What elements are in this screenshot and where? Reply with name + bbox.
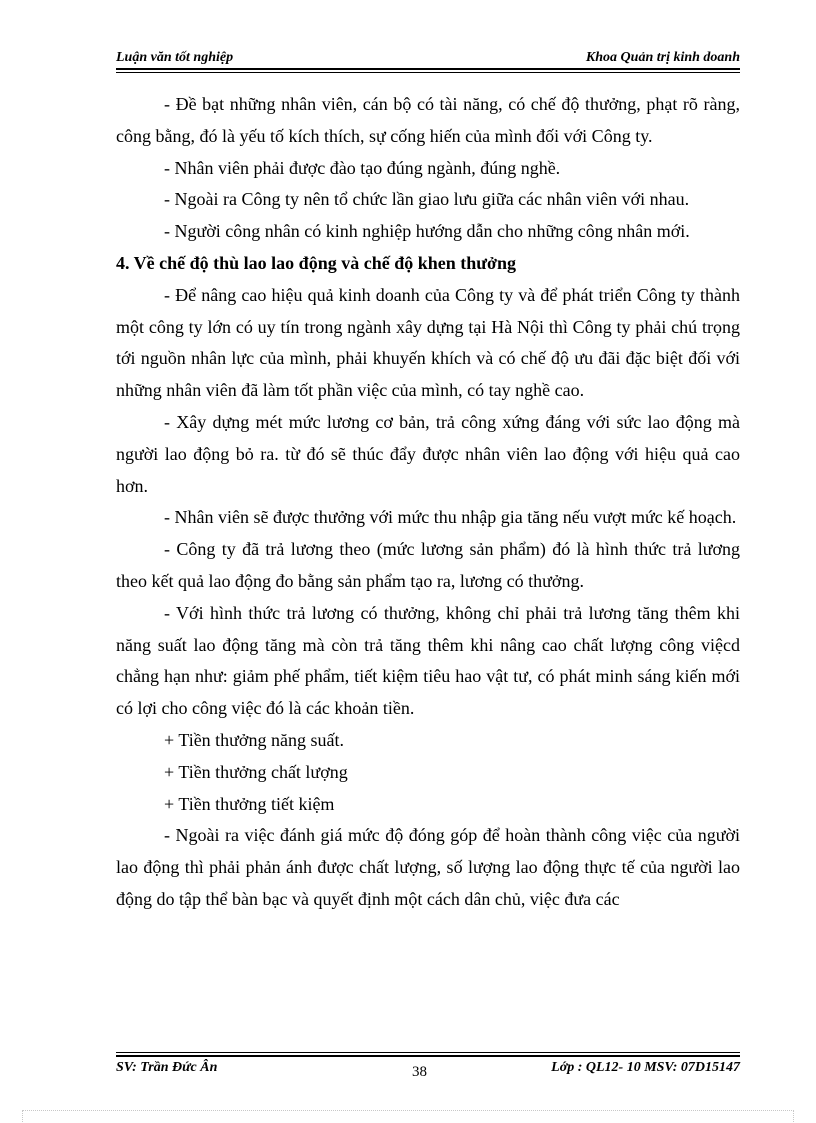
footer-rule-thin [116, 1052, 740, 1053]
list-item-productivity-bonus: + Tiền thưởng năng suất. [164, 729, 344, 750]
paragraph-base-salary: - Xây dựng mét mức lương cơ bản, trả công xứng đáng với sức lao động mà người lao động bỏ ra. từ đó sẽ thúc đẩy được nhân viên lao động với hiệu quả cao hơn. [116, 411, 740, 496]
header-rule-thick [116, 68, 740, 70]
footer-student-name: SV: Trần Đức Ân [116, 1060, 218, 1075]
document-body [116, 89, 740, 916]
paragraph-bonus-wage: - Với hình thức trả lương có thưởng, không chỉ phải trả lương tăng thêm khi năng suất lao động tăng mà còn trả tăng thêm khi nâng cao chất lượng công việcd chẳng hạn như: giảm phế phẩm, tiết kiệm tiêu hao vật tư, có phát minh sáng kiến mới có lợi cho công việc đó là các khoản tiền. [116, 602, 740, 719]
paragraph-hr-focus: - Để nâng cao hiệu quả kinh doanh của Công ty và để phát triển Công ty thành một công ty lớn có uy tín trong ngành xây dựng tại Hà Nội thì Công ty phải chú trọng tới nguồn nhân lực của mình, phải khuyến khích và có chế độ ưu đãi đặc biệt đối với những nhân viên đã làm tốt phần việc của mình, có tay nghề cao. [116, 284, 740, 401]
footer-rule-thick [116, 1055, 740, 1057]
section-heading: 4. Về chế độ thù lao lao động và chế độ khen thưởng [116, 252, 517, 273]
page-footer [116, 1058, 740, 1082]
page-boundary-line [22, 1110, 794, 1111]
page-boundary-right [793, 1110, 794, 1122]
paragraph-training: - Nhân viên phải được đào tạo đúng ngành, đúng nghề. [164, 157, 561, 178]
list-item-savings-bonus: + Tiền thưởng tiết kiệm [164, 793, 335, 814]
paragraph-mentoring: - Người công nhân có kinh nghiệp hướng dẫn cho những công nhân mới. [164, 221, 690, 242]
header-thesis-label: Luận văn tốt nghiệp [116, 50, 234, 65]
page-number: 38 [412, 1064, 427, 1080]
paragraph-evaluation: - Ngoài ra việc đánh giá mức độ đóng góp để hoàn thành công việc của người lao động thì phải phản ánh được chất lượng, số lượng lao động thực tế của người lao động do tập thể bàn bạc và quyết định một cách dân chủ, việc đưa các [116, 825, 740, 909]
footer-class-info: Lớp : QL12- 10 MSV: 07D15147 [551, 1060, 740, 1075]
header-rule-thin [116, 72, 740, 73]
paragraph-promotion: - Đề bạt những nhân viên, cán bộ có tài năng, có chế độ thưởng, phạt rõ ràng, công bằng, đó là yếu tố kích thích, sự cống hiến của mình đối với Công ty. [116, 94, 740, 146]
paragraph-product-wage: - Công ty đã trả lương theo (mức lương sản phẩm) đó là hình thức trả lương theo kết quả lao động đo bằng sản phẩm tạo ra, lương có thưởng. [116, 539, 740, 591]
paragraph-exchange: - Ngoài ra Công ty nên tổ chức lần giao lưu giữa các nhân viên với nhau. [164, 189, 690, 210]
paragraph-bonus: - Nhân viên sẽ được thưởng với mức thu nhập gia tăng nếu vượt mức kế hoạch. [164, 507, 737, 528]
header-faculty-label: Khoa Quản trị kinh doanh [585, 50, 740, 65]
list-item-quality-bonus: + Tiền thưởng chất lượng [164, 761, 348, 782]
page-boundary-left [22, 1110, 23, 1122]
page-header [116, 46, 740, 70]
